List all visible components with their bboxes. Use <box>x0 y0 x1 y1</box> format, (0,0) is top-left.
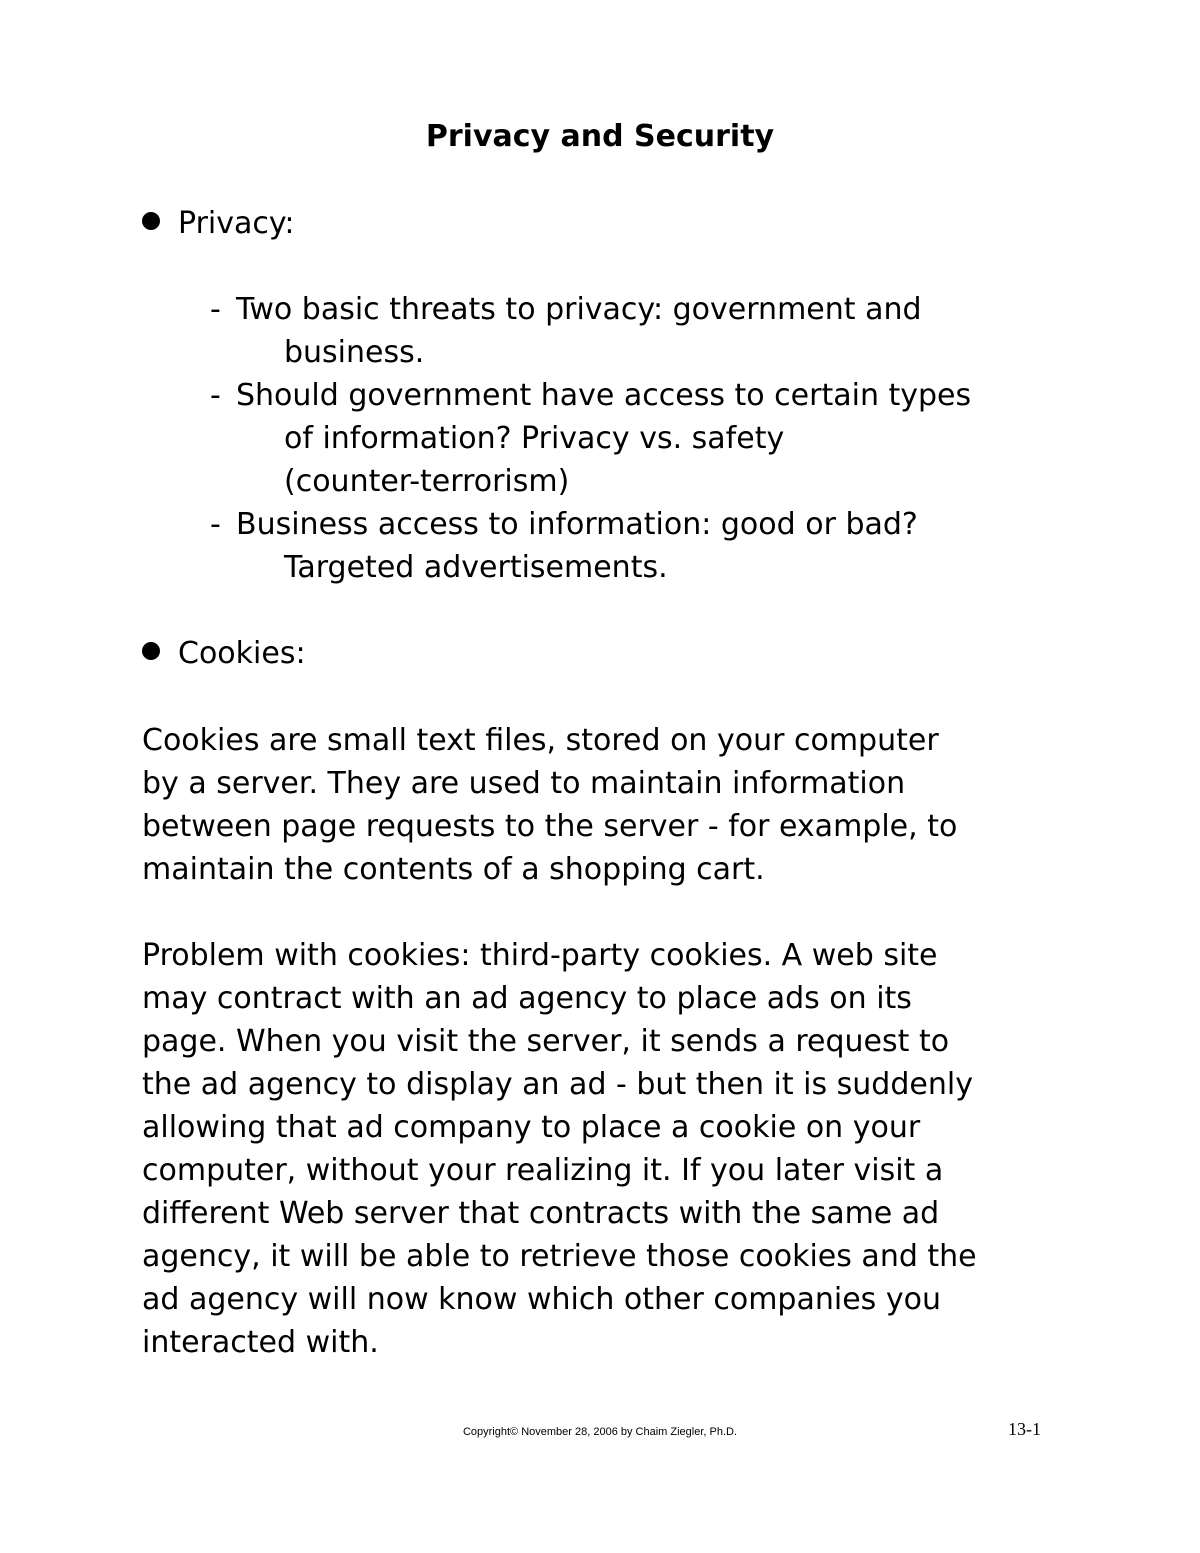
page-number: 13-1 <box>1008 1419 1041 1439</box>
list-item-text: Business access to information: good or bad? <box>236 507 918 542</box>
list-item-text: business. <box>284 335 425 370</box>
section-heading-cookies <box>142 632 306 675</box>
privacy-sub-list <box>210 288 971 589</box>
paragraph-line: page. When you visit the server, it sends a request to <box>142 1024 950 1059</box>
list-item-text: (counter-terrorism) <box>284 464 570 499</box>
list-item <box>210 503 971 589</box>
paragraph-line: may contract with an ad agency to place ads on its <box>142 981 912 1016</box>
paragraph-line: ad agency will now know which other companies you <box>142 1282 941 1317</box>
paragraph-line: allowing that ad company to place a cookie on your <box>142 1110 921 1145</box>
list-item-text: Targeted advertisements. <box>284 550 668 585</box>
list-item <box>210 374 971 503</box>
paragraph-third-party-cookies <box>142 934 977 1364</box>
list-item <box>210 288 971 374</box>
paragraph-line: maintain the contents of a shopping cart. <box>142 852 765 887</box>
paragraph-line: the ad agency to display an ad - but then it is suddenly <box>142 1067 973 1102</box>
list-item-text: Should government have access to certain types <box>236 378 972 413</box>
paragraph-line: different Web server that contracts with the same ad <box>142 1196 940 1231</box>
paragraph-line: by a server. They are used to maintain information <box>142 766 906 801</box>
page-title: Privacy and Security <box>425 119 775 154</box>
dash-marker: - <box>210 507 221 542</box>
list-item-text: of information? Privacy vs. safety <box>284 421 785 456</box>
footer-copyright: Copyright© November 28, 2006 by Chaim Ziegler, Ph.D. <box>462 1426 738 1438</box>
section-heading-label: Privacy: <box>178 206 295 241</box>
paragraph-line: computer, without your realizing it. If you later visit a <box>142 1153 944 1188</box>
paragraph-cookies-definition <box>142 719 957 891</box>
paragraph-line: interacted with. <box>142 1325 379 1360</box>
bullet-icon <box>142 212 160 230</box>
section-heading-label: Cookies: <box>178 636 306 671</box>
bullet-icon <box>142 642 160 660</box>
paragraph-line: Cookies are small text files, stored on your computer <box>142 723 939 758</box>
paragraph-line: agency, it will be able to retrieve those cookies and the <box>142 1239 977 1274</box>
paragraph-line: Problem with cookies: third-party cookies. A web site <box>142 938 938 973</box>
dash-marker: - <box>210 378 221 413</box>
paragraph-line: between page requests to the server - for example, to <box>142 809 958 844</box>
section-heading-privacy <box>142 202 295 245</box>
list-item-text: Two basic threats to privacy: government and <box>236 292 922 327</box>
dash-marker: - <box>210 292 221 327</box>
